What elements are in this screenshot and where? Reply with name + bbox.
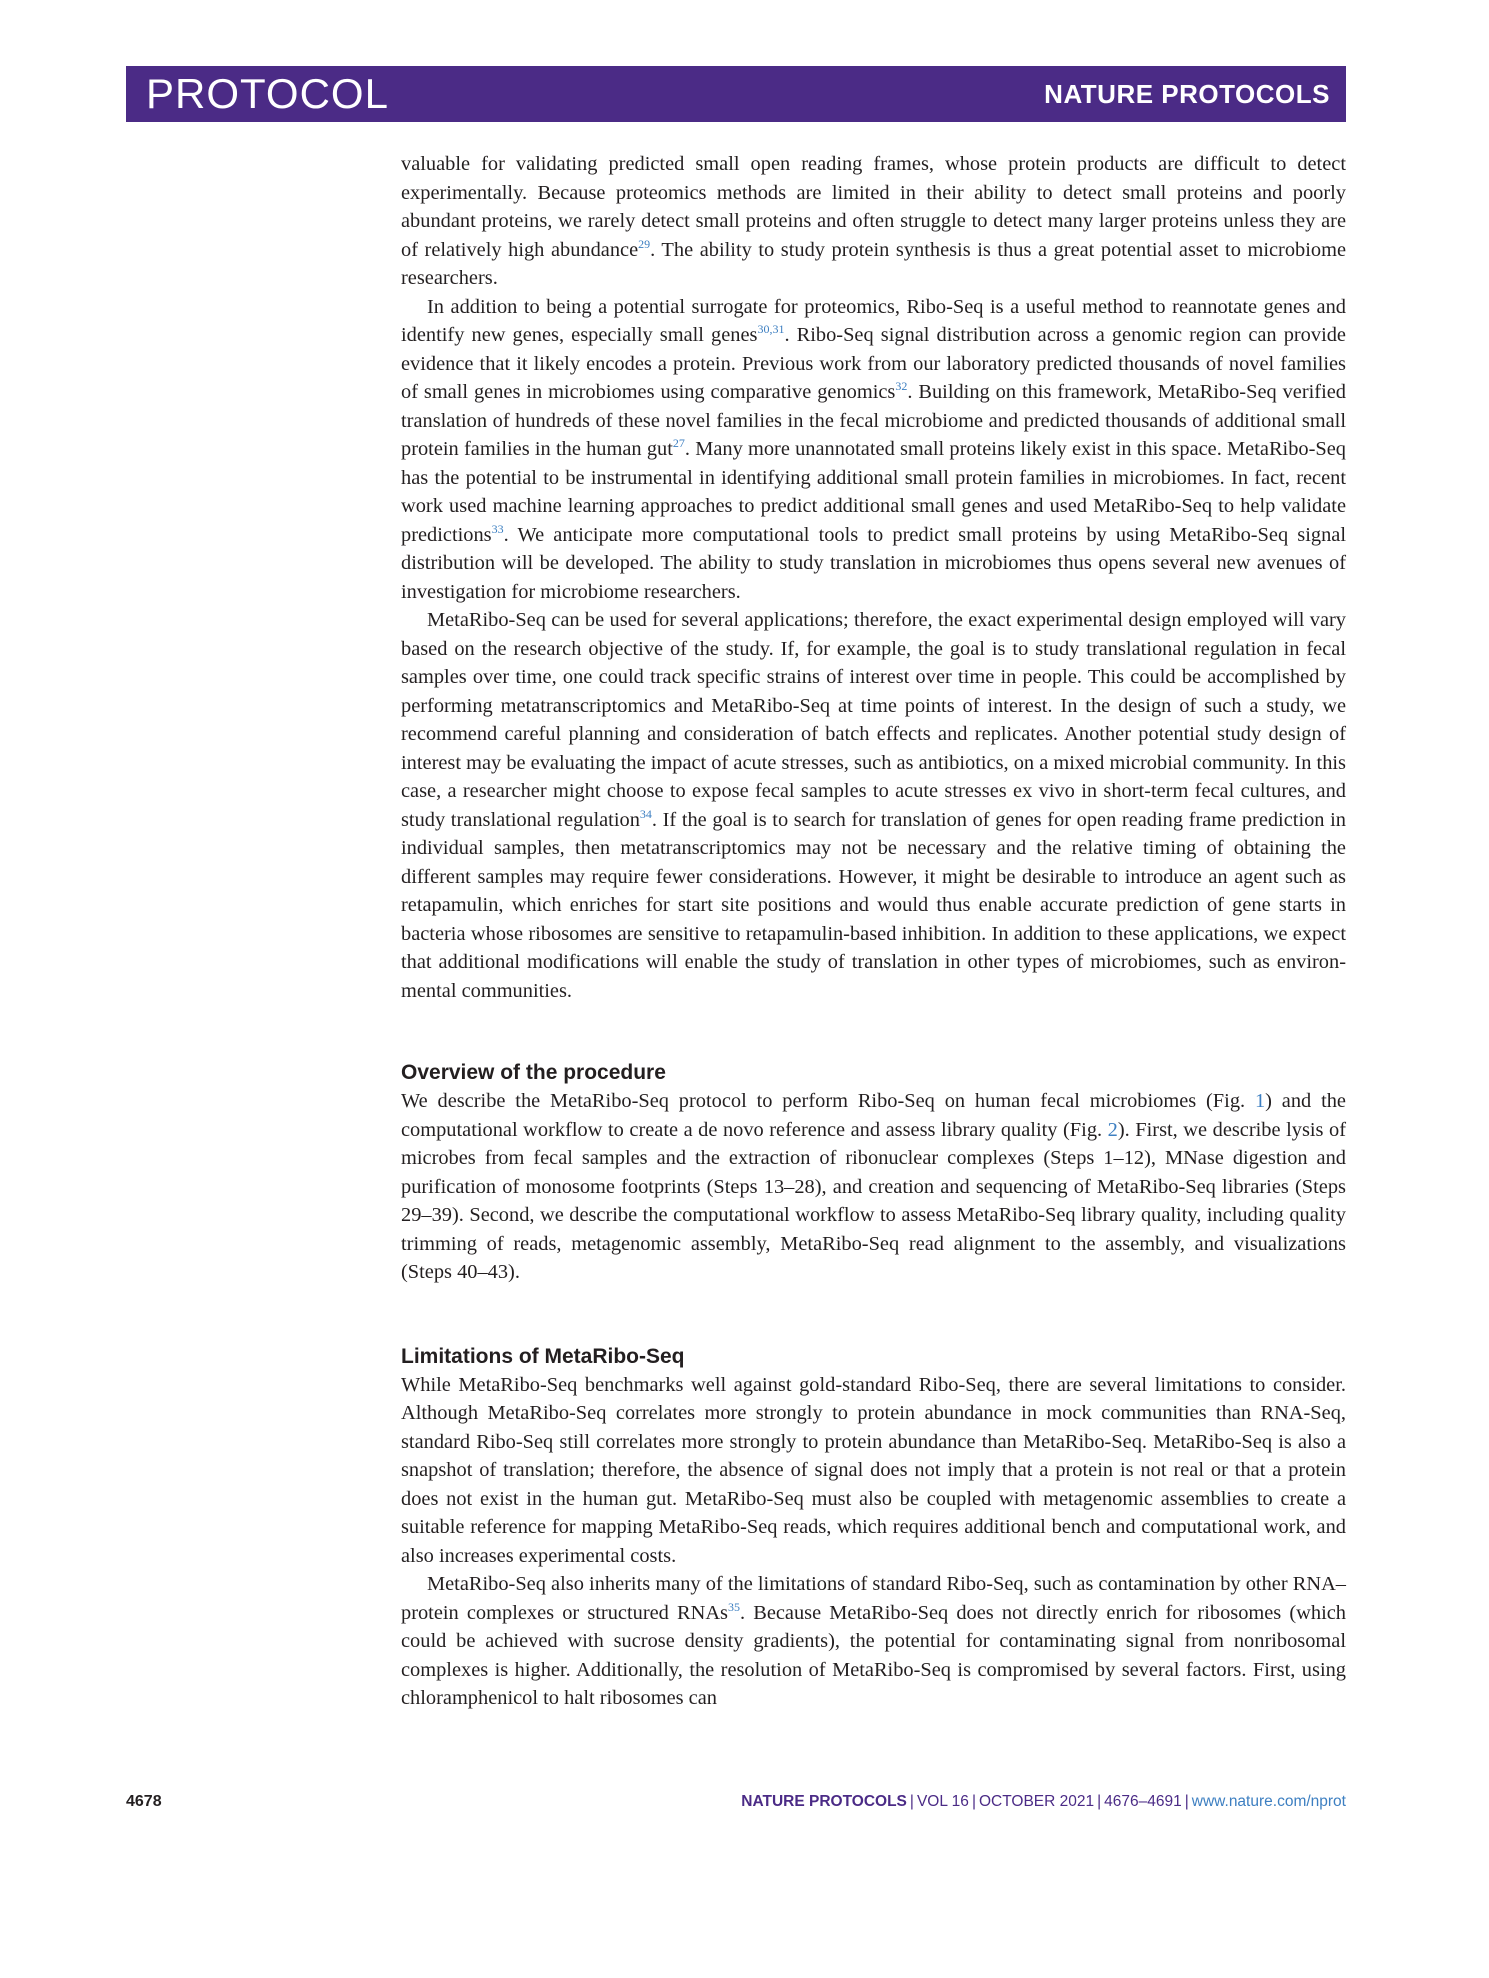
paragraph-reannotation: In addition to being a potential surrogate for proteomics, Ribo-Seq is a useful method to reannotate genes and identify new genes, especially small genes$^{30,31}$. Ribo-Seq signal distribution across a genomic region can provide evidence that it likely encodes a protein. Previous work from our laboratory predicted thousands of novel families of small genes in microbiomes using comparative genomics$^{32}$. Building on this framework, MetaRibo-Seq verified translation of hundreds of these novel families in the fecal microbiome and predicted thousands of additional small protein families in the human gut$^{27}$. Many more unannotated small proteins likely exist in this space. MetaRibo-Seq has the potential to be instrumental in identifying additional small protein families in microbiomes. In fact, recent work used machine learning approaches to predict additional small genes and used MetaRibo-Seq to help validate predictions$^{33}$. We anticipate more computational tools to predict small proteins by using MetaRibo-Seq signal distribution will be developed. The ability to study translation in microbiomes thus opens several new avenues of investigation for microbiome researchers. bbox=[401, 295, 1346, 603]
paragraph-overview: We describe the MetaRibo-Seq protocol to perform Ribo-Seq on human fecal microbiomes (Fig. 1) and the computational workflow to create a de novo reference and assess library quality (Fig. 2). First, we describe lysis of microbes from fecal samples and the extraction of ribonuclear complexes (Steps 1–12), MNase digestion and purification of monosome footprints (Steps 13–28), and creation and sequencing of MetaRibo-Seq libraries (Steps 29–39). Second, we describe the computational workflow to assess MetaRibo-Seq library quality, including quality trimming of reads, metagenomic assembly, MetaRibo-Seq read alignment to the assembly, and visualizations (Steps 40–43). bbox=[401, 1090, 1347, 1283]
citation-link[interactable]: 30,31 bbox=[757, 322, 785, 337]
citation-link[interactable]: 33 bbox=[491, 521, 504, 536]
journal-title: NATURE PROTOCOLS bbox=[1044, 79, 1330, 109]
footer-date: OCTOBER 2021 bbox=[978, 1793, 1095, 1810]
header-bar bbox=[126, 66, 1346, 122]
figure-link[interactable]: 1 bbox=[1254, 1090, 1266, 1112]
footer-volume: VOL 16 bbox=[916, 1793, 969, 1810]
figure-link[interactable]: 2 bbox=[1107, 1118, 1118, 1141]
footer-pages: 4676–4691 bbox=[1104, 1793, 1182, 1810]
heading-limitations: Limitations of MetaRibo-Seq bbox=[401, 1344, 685, 1368]
footer-url-link[interactable]: www.nature.com/nprot bbox=[1191, 1793, 1346, 1810]
citation-link[interactable]: 35 bbox=[727, 1599, 740, 1614]
section-label: PROTOCOL bbox=[146, 70, 389, 117]
paragraph-limitations: While MetaRibo-Seq benchmarks well against gold-standard Ribo-Seq, there are several limitations to consider. Although MetaRibo-Seq correlates more strongly to protein abundance in mock communities than RNA-Seq, standard Ribo-Seq still correlates more strongly to protein abundance than MetaRibo-Seq. MetaRibo-Seq is also a snapshot of translation; therefore, the absence of signal does not imply that a protein is not real or that a protein does not exist in the human gut. MetaRibo-Seq must also be coupled with metagenomic assemblies to create a suitable reference for mapping MetaRibo-Seq reads, which requires additional bench and computational work, and also increases experimental costs. bbox=[401, 1373, 1346, 1567]
article-body bbox=[401, 150, 1346, 1713]
heading-overview: Overview of the procedure bbox=[401, 1061, 666, 1084]
paragraph-proteomics: valuable for validating predicted small open reading frames, whose protein products are difficult to detect experimentally. Because proteomics methods are limited in their ability to detect small proteins and poorly abundant proteins, we rarely detect small proteins and often struggle to detect many larger proteins unless they are of relatively high abundance$^{29}$. The ability to study protein synthesis is thus a great potential asset to microbiome researchers. bbox=[401, 153, 1346, 289]
citation-link[interactable]: 29 bbox=[638, 236, 651, 251]
citation-link[interactable]: 32 bbox=[895, 379, 908, 394]
paragraph-limitations-continued: MetaRibo-Seq also inherits many of the limitations of standard Ribo-Seq, such as contamination by other RNA–protein complexes or structured RNAs$^{35}$. Because MetaRibo-Seq does not directly enrich for ribosomes (which could be achieved with sucrose density gradients), the potential for contaminating signal from nonribosomal complexes is higher. Additionally, the resolution of MetaRibo-Seq is compromised by several factors. First, using chloramphenicol to halt ribosomes can bbox=[401, 1573, 1346, 1709]
citation-link[interactable]: 34 bbox=[639, 806, 652, 821]
footer-citation: NATURE PROTOCOLS | VOL 16 | OCTOBER 2021 | 4676–4691 | www.nature.com/nprot bbox=[741, 1793, 1346, 1810]
citation-link[interactable]: 27 bbox=[672, 436, 685, 451]
footer-journal-name: NATURE PROTOCOLS bbox=[741, 1793, 907, 1810]
paragraph-applications: MetaRibo-Seq can be used for several applications; therefore, the exact experimental design employed will vary based on the research objective of the study. If, for example, the goal is to study translational regulation in fecal samples over time, one could track specific strains of interest over time in people. This could be accomplished by performing metatranscriptomics and MetaRibo-Seq at time points of interest. In the design of such a study, we recommend careful planning and consideration of batch effects and replicates. Another potential study design of interest may be evaluating the impact of acute stresses, such as antibiotics, on a mixed microbial community. In this case, a researcher might choose to expose fecal samples to acute stresses ex vivo in short-term fecal cultures, and study translational regulation$^{34}$. If the goal is to search for translation of genes for open reading frame prediction in individual samples, then metatranscriptomics may not be necessary and the relative timing of obtaining the different samples may require fewer considerations. However, it might be desirable to introduce an agent such as retapamulin, which enriches for start site positions and would thus enable accurate prediction of gene starts in bacteria whose ribosomes are sensitive to retapamulin-based inhibition. In addition to these applications, we expect that additional modifications will enable the study of translation in other types of microbiomes, such as environmental communities. bbox=[401, 609, 1346, 1002]
page-number: 4678 bbox=[126, 1793, 162, 1810]
